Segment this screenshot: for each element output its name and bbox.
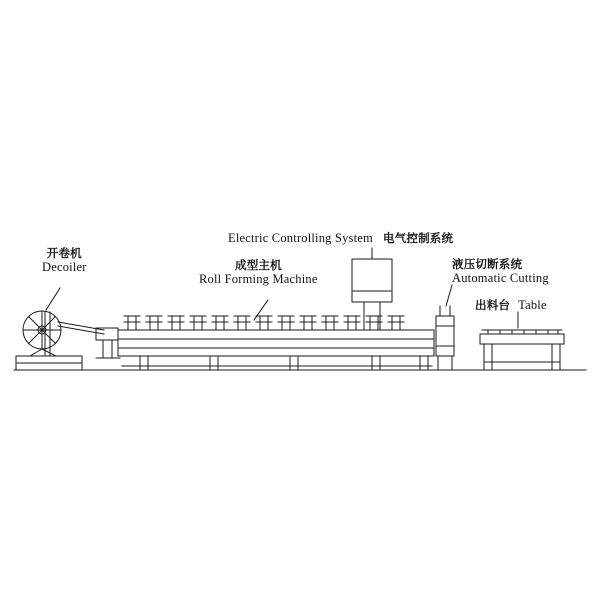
label-out-table xyxy=(475,296,547,314)
roll-forming-machine-body xyxy=(118,330,434,370)
cutting-unit xyxy=(436,306,454,370)
label-decoiler-en: Decoiler xyxy=(42,259,87,274)
label-decoiler-cn: 开卷机 xyxy=(46,246,82,260)
label-out-table-cn: 出料台 xyxy=(475,298,511,312)
label-electric-controlling-system xyxy=(228,229,453,247)
run-out-table xyxy=(480,330,564,370)
label-roll-forming-machine xyxy=(199,259,318,286)
label-roll-forming-machine-en: Roll Forming Machine xyxy=(199,271,318,286)
label-automatic-cutting-en: Automatic Cutting xyxy=(452,270,549,285)
label-out-table-en: Table xyxy=(518,298,547,312)
label-decoiler xyxy=(42,247,87,274)
label-roll-forming-machine-cn: 成型主机 xyxy=(235,258,282,272)
label-electric-controlling-system-en: Electric Controlling System xyxy=(228,231,373,245)
label-electric-controlling-system-cn: 电气控制系统 xyxy=(382,231,454,245)
label-automatic-cutting-cn: 液压切断系统 xyxy=(452,257,523,271)
label-automatic-cutting xyxy=(452,258,549,285)
control-cabinet xyxy=(352,259,392,330)
entry-guide xyxy=(96,328,120,358)
roller-stations xyxy=(124,316,404,330)
decoiler-unit xyxy=(16,311,104,370)
